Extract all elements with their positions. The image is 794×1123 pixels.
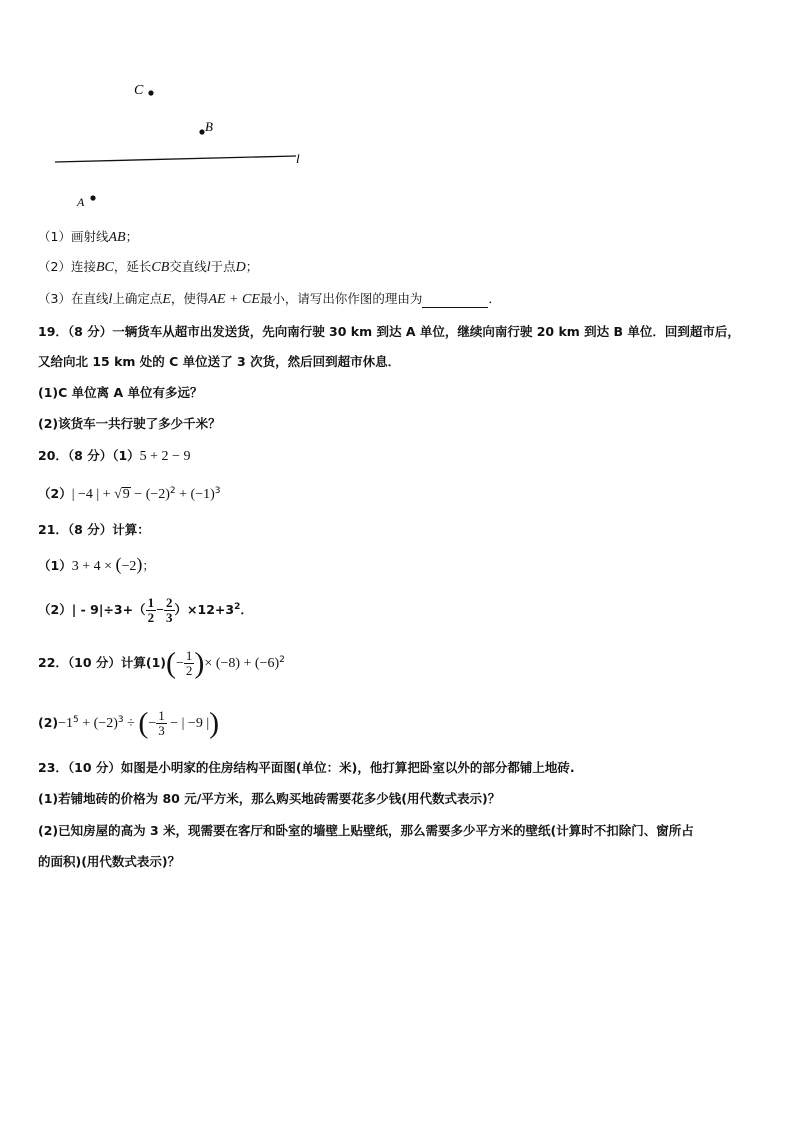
segment-bc: BC xyxy=(95,260,114,275)
q22-t1: −1 xyxy=(58,716,74,732)
q22-sub2 xyxy=(38,700,219,744)
q20-exp2: 2 xyxy=(169,486,176,496)
q21-sub1-arg: −2 xyxy=(121,559,137,574)
q22-exp1: 2 xyxy=(279,655,285,665)
q22-e3: 3 xyxy=(117,715,124,725)
geometry-figure xyxy=(0,0,794,215)
q19-line2: 又给向北 15 km 处的 C 单位送了 3 次货，然后回到超市休息． xyxy=(38,354,401,369)
line-l-label: l xyxy=(296,151,300,166)
neg-sign: − xyxy=(176,656,184,672)
q18-part1-suffix: ； xyxy=(125,229,139,244)
frac-den: 2 xyxy=(185,663,193,679)
frac-num: 1 xyxy=(147,595,155,611)
q21-sub1-suffix: ； xyxy=(142,558,155,573)
q23-sub2-line1: (2)已知房屋的高为 3 米，现需要在客厅和卧室的墙壁上贴壁纸，那么需要多少平方米的壁纸(计算时不扣除门、窗所占 xyxy=(38,823,694,838)
point-b-label: B xyxy=(205,119,213,134)
q18-part3-mid2: ，使得 xyxy=(170,291,209,306)
point-d: D xyxy=(235,260,246,275)
frac-num: 1 xyxy=(158,708,165,724)
q20-exp3: 3 xyxy=(214,486,221,496)
q20-head: 20．（8 分）（1） xyxy=(38,448,140,463)
point-e: E xyxy=(162,292,171,307)
q18-part2-mid1: ，延长 xyxy=(113,259,152,274)
q22-head: 22．（10 分）计算(1) xyxy=(38,655,167,671)
fraction-1-3 xyxy=(156,709,167,738)
q22-t3: ÷ xyxy=(123,716,139,732)
point-a-label: A xyxy=(77,195,85,209)
q22-sub2-label: (2) xyxy=(38,715,59,731)
sqrt-arg: 9 xyxy=(122,487,130,503)
q18-part2 xyxy=(38,259,258,276)
big-paren-close: ) xyxy=(194,646,205,680)
q20-sub2-label: （2） xyxy=(38,486,72,502)
sqrt-symbol: √ xyxy=(114,487,122,503)
q22-e5: 5 xyxy=(73,715,79,725)
q18-part2-mid2: 交直线 xyxy=(169,259,207,274)
q18-part2-text: （2）连接 xyxy=(38,259,96,274)
q19-sub2: (2)该货车一共行驶了多少千米？ xyxy=(38,416,221,431)
fraction-2-3 xyxy=(164,596,175,625)
q22-t2: + (−2) xyxy=(78,716,118,732)
q21-sub2-exp: 2 xyxy=(234,602,241,612)
point-a xyxy=(90,195,95,200)
frac-den: 2 xyxy=(147,610,155,626)
q18-part3-mid1: 上确定点 xyxy=(112,291,163,306)
point-c-label: C xyxy=(134,83,144,98)
frac-den: 3 xyxy=(166,610,173,626)
line-l-ref2: l xyxy=(108,292,113,307)
q21-sub2 xyxy=(38,590,253,628)
q21-sub1-label: （1） xyxy=(38,558,72,573)
q22-t4: − | −9 | xyxy=(166,716,210,732)
q21-sub2-end: ． xyxy=(240,602,253,618)
q23-sub1: (1)若铺地砖的价格为 80 元/平方米，那么购买地砖需要花多少钱(用代数式表示)？ xyxy=(38,791,501,806)
q20-minus-term: − (−2) xyxy=(130,487,170,503)
q20-expr1: 5 + 2 − 9 xyxy=(139,449,191,464)
q22-sub1 xyxy=(38,640,285,684)
frac-num: 1 xyxy=(185,648,193,664)
minus-sign: − xyxy=(156,603,165,619)
q21-sub2-label: （2）| - 9|÷3+（ xyxy=(38,602,146,618)
line-l xyxy=(55,156,296,162)
frac-den: 3 xyxy=(158,723,165,739)
line-l-ref: l xyxy=(206,260,211,275)
q18-part1 xyxy=(38,229,138,246)
q20-line1 xyxy=(38,448,190,465)
q21-sub1-expr: 3 + 4 × xyxy=(71,559,116,574)
paren-close: ) xyxy=(136,554,143,574)
q18-part2-mid3: 于点 xyxy=(210,259,236,274)
q18-part1-text: （1）画射线 xyxy=(38,229,109,244)
q18-part3-text: （3）在直线 xyxy=(38,291,109,306)
q18-part3 xyxy=(38,291,501,308)
frac-num: 2 xyxy=(166,595,173,611)
ray-ab: AB xyxy=(108,230,126,245)
q23-line1: 23．（10 分）如图是小明家的住房结构平面图(单位：米)，他打算把卧室以外的部分都铺上地砖. xyxy=(38,760,575,775)
expr-ae-ce: AE + CE xyxy=(208,292,260,307)
fraction-1-2 xyxy=(184,649,195,678)
answer-blank xyxy=(422,295,488,308)
q20-plus-term: + (−1) xyxy=(175,487,215,503)
q21-sub1 xyxy=(38,556,155,575)
q23-sub2-line2: 的面积)(用代数式表示)？ xyxy=(38,854,181,869)
q19-sub1: (1)C 单位离 A 单位有多远？ xyxy=(38,385,203,400)
big-paren-open: ( xyxy=(138,706,149,740)
q18-part2-suffix: ； xyxy=(245,259,259,274)
point-c xyxy=(148,90,153,95)
fraction-1-2 xyxy=(146,596,157,625)
q18-part3-mid3: 最小，请写出你作图的理由为 xyxy=(259,291,423,306)
q20-line2 xyxy=(38,483,221,503)
q20-abs: | −4 | + xyxy=(71,487,115,503)
q22-tail1: × (−8) + (−6) xyxy=(204,656,280,672)
point-b xyxy=(199,129,204,134)
q18-part3-suffix: ． xyxy=(488,291,501,306)
big-paren-close: ) xyxy=(209,706,220,740)
paren-open: ( xyxy=(115,554,122,574)
neg-sign: − xyxy=(148,716,157,732)
q21-head: 21．（8 分）计算： xyxy=(38,522,150,537)
big-paren-open: ( xyxy=(166,646,177,680)
q19-line1: 19．（8 分）一辆货车从超市出发送货，先向南行驶 30 km 到达 A 单位，继续向南行驶 20 km 到达 B 单位．回到超市后， xyxy=(38,324,740,339)
q21-sub2-tail: ）×12+3 xyxy=(174,602,235,618)
segment-cb: CB xyxy=(151,260,170,275)
